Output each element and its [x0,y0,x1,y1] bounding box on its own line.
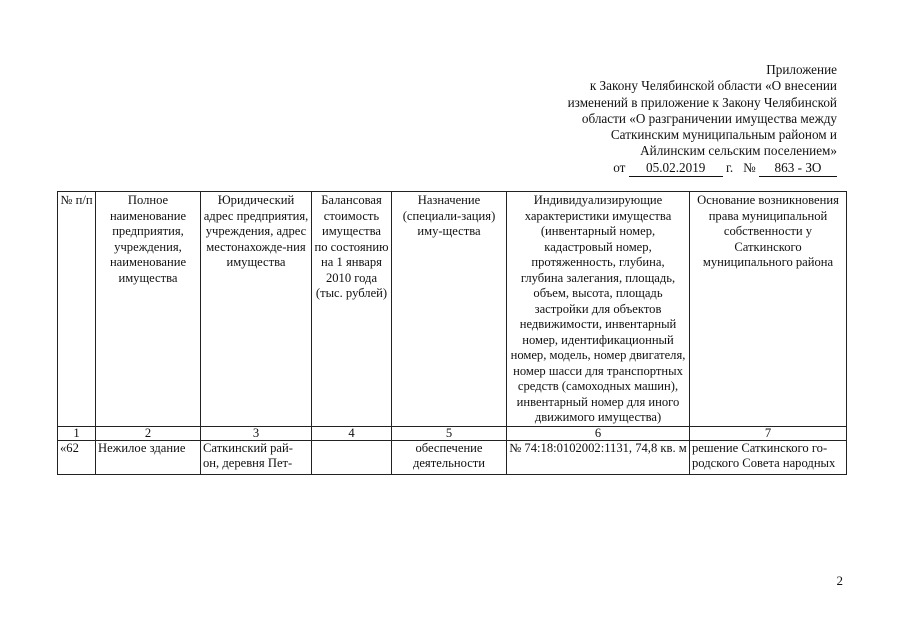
appendix-line: к Закону Челябинской области «О внесении [589,78,837,94]
header-characteristics: Индивидуализирующие характеристики имущества (инвентарный номер, кадастровый номер, протяженность, глубина, глубина залегания, площадь, объем, высота, площадь застройки для объектов недвижимости, инвентарный номер, идентификационный номер, модель, номер двигателя, номер шасси для транспортных средств (самоходных машин), инвентарный номер для иного движимого имущества) [507,192,690,427]
column-number: 5 [392,426,507,440]
appendix-line: изменений в приложение к Закону Челябинской [567,94,837,110]
column-number: 1 [58,426,96,440]
header-num: № п/п [58,192,96,427]
header-address: Юридический адрес предприятия, учреждения, адрес местонахожде-ния имущества [201,192,312,427]
cell-address: Саткинский рай-он, деревня Пет- [201,440,312,474]
cell-name: Нежилое здание [96,440,201,474]
column-number: 2 [96,426,201,440]
law-date: 05.02.2019 [629,160,723,177]
column-number: 3 [201,426,312,440]
column-numbers-row [58,426,847,440]
page-number: 2 [836,573,843,588]
appendix-title: Приложение [766,62,837,77]
appendix-line: области «О разграничении имущества между [581,110,837,126]
table-header-row [58,192,847,427]
date-prefix: от [613,159,626,175]
cell-num: «62 [58,440,96,474]
number-prefix: № [743,159,756,175]
column-number: 6 [507,426,690,440]
appendix-header [517,62,837,177]
date-suffix: г. [726,159,734,175]
appendix-line: Саткинским муниципальным районом и [610,127,837,143]
cell-purpose: обеспечение деятельности [392,440,507,474]
property-table [57,191,847,475]
header-basis: Основание возникновения права муниципальной собственности у Саткинского муниципального района [690,192,847,427]
cell-characteristics: № 74:18:0102002:1131, 74,8 кв. м [507,440,690,474]
cell-cost [312,440,392,474]
header-cost: Балансовая стоимость имущества по состоянию на 1 января 2010 года (тыс. рублей) [312,192,392,427]
appendix-line: Айлинским сельским поселением» [640,143,837,159]
cell-basis: решение Саткинского го-родского Совета народных [690,440,847,474]
law-date-number [517,160,837,177]
law-number: 863 - ЗО [759,160,837,177]
column-number: 7 [690,426,847,440]
header-purpose: Назначение (специали-зация) иму-щества [392,192,507,427]
header-name: Полное наименование предприятия, учреждения, наименование имущества [96,192,201,427]
column-number: 4 [312,426,392,440]
table-row [58,440,847,474]
property-table-container [57,191,846,475]
